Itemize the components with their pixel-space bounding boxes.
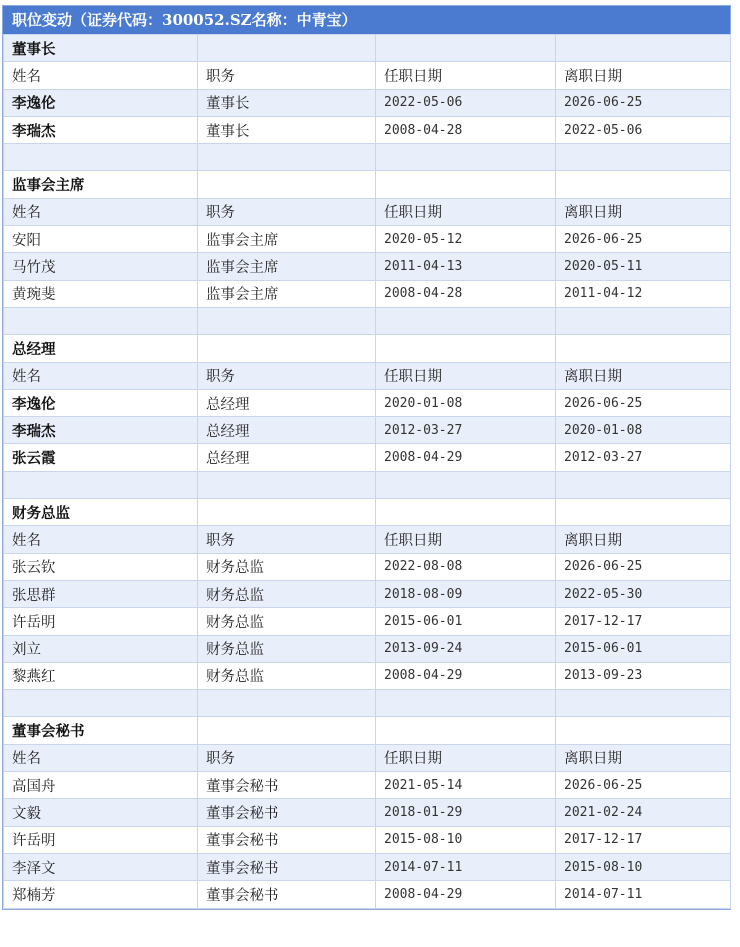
start-date: 2008-04-28: [376, 280, 556, 307]
section-heading-row: [4, 717, 731, 744]
empty-cell: [198, 307, 376, 334]
empty-cell: [376, 144, 556, 171]
end-date: 2013-09-23: [556, 662, 731, 689]
start-date: 2015-08-10: [376, 826, 556, 853]
end-date: 2022-05-30: [556, 580, 731, 607]
panel-title: 职位变动（证券代码：300052.SZ名称：中青宝）: [3, 6, 730, 34]
empty-cell: [556, 335, 731, 362]
end-date: 2015-08-10: [556, 853, 731, 880]
section-heading-row: [4, 335, 731, 362]
start-date: 2018-01-29: [376, 799, 556, 826]
person-name: 马竹茂: [4, 253, 198, 280]
position-title: 监事会主席: [198, 253, 376, 280]
empty-cell: [198, 144, 376, 171]
section-heading: 财务总监: [4, 499, 198, 526]
empty-cell: [4, 471, 198, 498]
spacer-row: [4, 307, 731, 334]
column-header-name: 姓名: [4, 198, 198, 225]
person-name: 安阳: [4, 226, 198, 253]
empty-cell: [556, 717, 731, 744]
end-date: 2026-06-25: [556, 89, 731, 116]
empty-cell: [198, 499, 376, 526]
column-header-position: 职务: [198, 362, 376, 389]
table-row: [4, 226, 731, 253]
column-header-position: 职务: [198, 526, 376, 553]
empty-cell: [376, 307, 556, 334]
section-heading-row: [4, 35, 731, 62]
start-date: 2018-08-09: [376, 580, 556, 607]
empty-cell: [556, 171, 731, 198]
start-date: 2021-05-14: [376, 772, 556, 799]
empty-cell: [198, 171, 376, 198]
start-date: 2008-04-29: [376, 444, 556, 471]
table-row: [4, 444, 731, 471]
person-name: 张云钦: [4, 553, 198, 580]
column-header-name: 姓名: [4, 744, 198, 771]
table-row: [4, 881, 731, 908]
column-header-position: 职务: [198, 744, 376, 771]
position-changes-panel: [2, 5, 731, 910]
end-date: 2022-05-06: [556, 116, 731, 143]
table-row: [4, 853, 731, 880]
end-date: 2012-03-27: [556, 444, 731, 471]
person-name: 黎燕红: [4, 662, 198, 689]
person-name: 张思群: [4, 580, 198, 607]
position-title: 董事会秘书: [198, 853, 376, 880]
column-header-start: 任职日期: [376, 198, 556, 225]
position-title: 董事会秘书: [198, 826, 376, 853]
empty-cell: [4, 690, 198, 717]
person-name: 张云霞: [4, 444, 198, 471]
column-header-row: [4, 744, 731, 771]
person-name: 李逸伦: [4, 389, 198, 416]
column-header-row: [4, 362, 731, 389]
person-name: 许岳明: [4, 826, 198, 853]
position-title: 董事会秘书: [198, 799, 376, 826]
empty-cell: [556, 471, 731, 498]
empty-cell: [4, 144, 198, 171]
spacer-row: [4, 144, 731, 171]
table-row: [4, 662, 731, 689]
person-name: 文毅: [4, 799, 198, 826]
start-date: 2013-09-24: [376, 635, 556, 662]
person-name: 黄琬斐: [4, 280, 198, 307]
column-header-row: [4, 62, 731, 89]
table-row: [4, 89, 731, 116]
table-row: [4, 389, 731, 416]
column-header-name: 姓名: [4, 62, 198, 89]
person-name: 李逸伦: [4, 89, 198, 116]
end-date: 2026-06-25: [556, 772, 731, 799]
table-row: [4, 580, 731, 607]
section-heading: 董事长: [4, 35, 198, 62]
table-row: [4, 253, 731, 280]
person-name: 高国舟: [4, 772, 198, 799]
section-heading-row: [4, 171, 731, 198]
start-date: 2011-04-13: [376, 253, 556, 280]
empty-cell: [376, 499, 556, 526]
position-title: 董事长: [198, 89, 376, 116]
empty-cell: [556, 499, 731, 526]
position-title: 董事会秘书: [198, 772, 376, 799]
position-title: 财务总监: [198, 662, 376, 689]
person-name: 李泽文: [4, 853, 198, 880]
end-date: 2026-06-25: [556, 553, 731, 580]
start-date: 2008-04-29: [376, 881, 556, 908]
start-date: 2020-05-12: [376, 226, 556, 253]
column-header-end: 离职日期: [556, 198, 731, 225]
person-name: 李瑞杰: [4, 116, 198, 143]
end-date: 2015-06-01: [556, 635, 731, 662]
position-title: 监事会主席: [198, 226, 376, 253]
empty-cell: [376, 471, 556, 498]
empty-cell: [376, 690, 556, 717]
empty-cell: [556, 144, 731, 171]
table-row: [4, 553, 731, 580]
position-title: 董事会秘书: [198, 881, 376, 908]
end-date: 2026-06-25: [556, 226, 731, 253]
column-header-start: 任职日期: [376, 526, 556, 553]
column-header-end: 离职日期: [556, 526, 731, 553]
position-title: 总经理: [198, 417, 376, 444]
position-title: 财务总监: [198, 635, 376, 662]
column-header-end: 离职日期: [556, 62, 731, 89]
table-row: [4, 826, 731, 853]
person-name: 刘立: [4, 635, 198, 662]
position-title: 财务总监: [198, 580, 376, 607]
empty-cell: [198, 335, 376, 362]
section-heading: 董事会秘书: [4, 717, 198, 744]
empty-cell: [376, 35, 556, 62]
table-row: [4, 608, 731, 635]
table-row: [4, 635, 731, 662]
spacer-row: [4, 471, 731, 498]
person-name: 郑楠芳: [4, 881, 198, 908]
position-title: 财务总监: [198, 608, 376, 635]
end-date: 2026-06-25: [556, 389, 731, 416]
start-date: 2014-07-11: [376, 853, 556, 880]
column-header-position: 职务: [198, 62, 376, 89]
section-heading: 监事会主席: [4, 171, 198, 198]
person-name: 李瑞杰: [4, 417, 198, 444]
table-row: [4, 417, 731, 444]
end-date: 2021-02-24: [556, 799, 731, 826]
empty-cell: [556, 690, 731, 717]
start-date: 2008-04-28: [376, 116, 556, 143]
column-header-end: 离职日期: [556, 362, 731, 389]
person-name: 许岳明: [4, 608, 198, 635]
end-date: 2017-12-17: [556, 826, 731, 853]
end-date: 2014-07-11: [556, 881, 731, 908]
start-date: 2008-04-29: [376, 662, 556, 689]
start-date: 2020-01-08: [376, 389, 556, 416]
empty-cell: [198, 35, 376, 62]
end-date: 2020-01-08: [556, 417, 731, 444]
empty-cell: [376, 717, 556, 744]
column-header-row: [4, 526, 731, 553]
column-header-start: 任职日期: [376, 62, 556, 89]
empty-cell: [198, 471, 376, 498]
position-title: 监事会主席: [198, 280, 376, 307]
table-row: [4, 280, 731, 307]
section-heading-row: [4, 499, 731, 526]
empty-cell: [198, 717, 376, 744]
table-row: [4, 772, 731, 799]
column-header-start: 任职日期: [376, 362, 556, 389]
position-changes-table: [3, 34, 731, 909]
start-date: 2022-08-08: [376, 553, 556, 580]
position-title: 总经理: [198, 389, 376, 416]
end-date: 2011-04-12: [556, 280, 731, 307]
empty-cell: [556, 35, 731, 62]
spacer-row: [4, 690, 731, 717]
column-header-name: 姓名: [4, 526, 198, 553]
empty-cell: [556, 307, 731, 334]
end-date: 2017-12-17: [556, 608, 731, 635]
table-row: [4, 116, 731, 143]
column-header-position: 职务: [198, 198, 376, 225]
position-title: 财务总监: [198, 553, 376, 580]
column-header-name: 姓名: [4, 362, 198, 389]
start-date: 2022-05-06: [376, 89, 556, 116]
section-heading: 总经理: [4, 335, 198, 362]
column-header-end: 离职日期: [556, 744, 731, 771]
table-row: [4, 799, 731, 826]
position-title: 总经理: [198, 444, 376, 471]
column-header-row: [4, 198, 731, 225]
start-date: 2015-06-01: [376, 608, 556, 635]
empty-cell: [198, 690, 376, 717]
empty-cell: [376, 335, 556, 362]
empty-cell: [376, 171, 556, 198]
start-date: 2012-03-27: [376, 417, 556, 444]
position-title: 董事长: [198, 116, 376, 143]
column-header-start: 任职日期: [376, 744, 556, 771]
empty-cell: [4, 307, 198, 334]
end-date: 2020-05-11: [556, 253, 731, 280]
